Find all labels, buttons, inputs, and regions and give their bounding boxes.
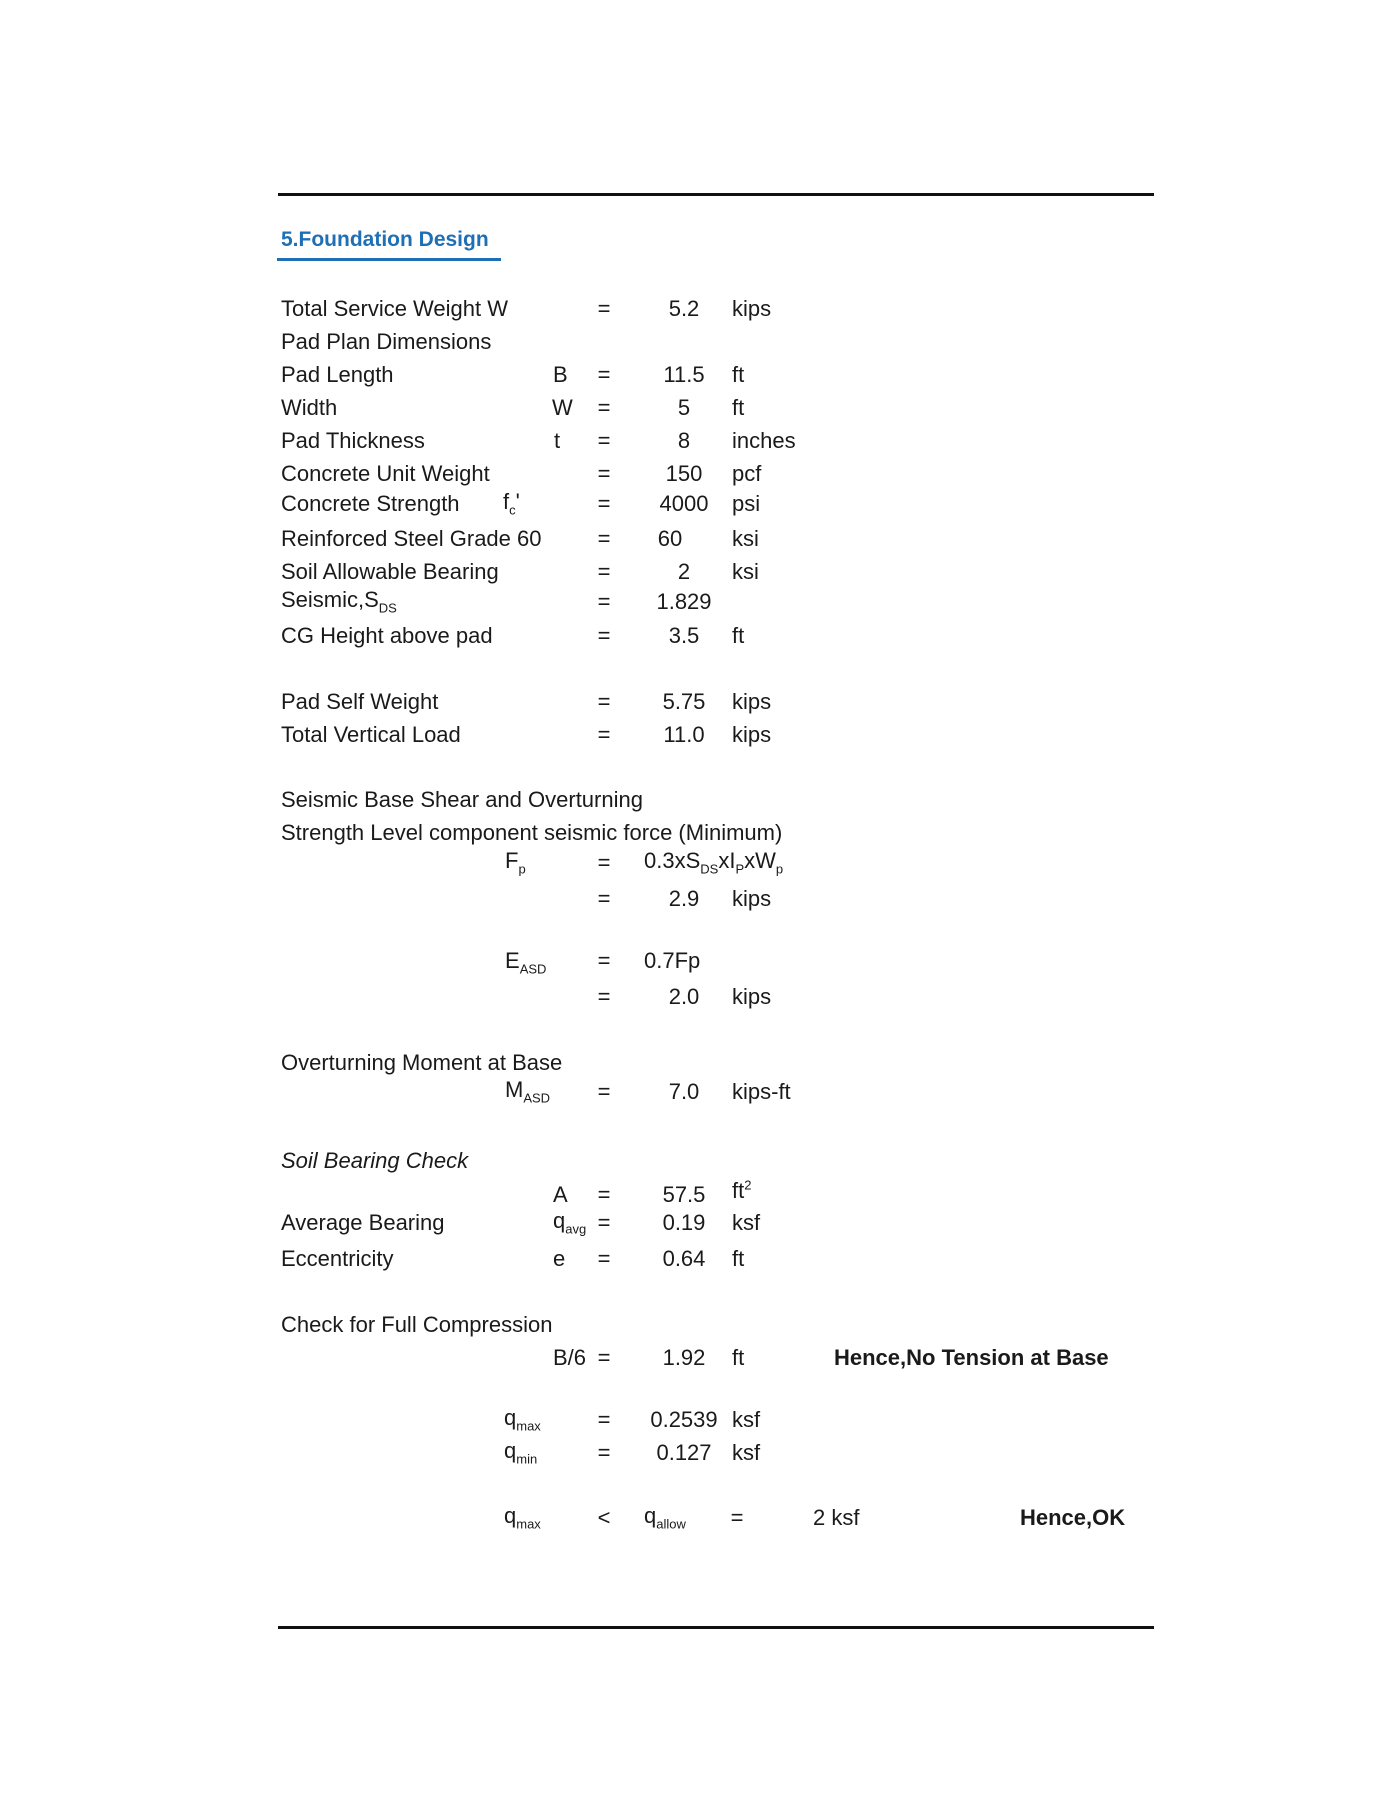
equals-sign: = [597, 589, 611, 614]
row-symbol: t [554, 428, 561, 453]
row-unit: ft [732, 623, 745, 648]
equals-sign: = [597, 428, 611, 453]
row-label: Pad Thickness [281, 428, 425, 453]
equals-sign: = [597, 623, 611, 648]
easd-symbol: $E_{ASD}$ [505, 948, 547, 977]
qmin-unit: ksf [732, 1440, 761, 1465]
row-unit: ft [732, 362, 745, 387]
concrete-strength-symbol: $f_c'$ [503, 489, 520, 518]
equals-sign: = [597, 722, 611, 747]
row-label: Soil Allowable Bearing [281, 559, 499, 584]
equals-sign: = [597, 948, 611, 973]
row-value: 5.2 [668, 296, 700, 321]
row-label: Pad Length [281, 362, 394, 387]
row-label: Concrete Unit Weight [281, 461, 490, 486]
seismic-title: Seismic Base Shear and Overturning [281, 787, 643, 812]
equals-sign: = [597, 461, 611, 486]
row-unit: kips [732, 689, 772, 714]
row-symbol: W [552, 395, 573, 420]
row-unit: pcf [732, 461, 762, 486]
seismic-subtitle: Strength Level component seismic force (Minimum) [281, 820, 783, 845]
section-heading: 5.Foundation Design [281, 228, 489, 251]
qavg-value: 0.19 [662, 1210, 706, 1235]
qavg-symbol: $q_{avg}$ [553, 1208, 587, 1237]
e-symbol: e [553, 1246, 566, 1271]
row-label: Concrete Strength [281, 491, 460, 516]
easd-value: 2.0 [668, 984, 700, 1009]
equals-sign: = [597, 1210, 611, 1235]
ok-result: Hence,OK [1020, 1505, 1126, 1530]
b6-symbol: B/6 [553, 1345, 587, 1370]
equals-sign: = [597, 1345, 611, 1370]
bearing-title: Soil Bearing Check [281, 1148, 469, 1173]
eccentricity-label: Eccentricity [281, 1246, 394, 1271]
equals-sign: = [597, 559, 611, 584]
masd-symbol: $M_{ASD}$ [505, 1077, 551, 1106]
row-value: 3.5 [668, 623, 700, 648]
row-value: 8 [677, 428, 691, 453]
row-unit: ft [732, 395, 745, 420]
overturning-title: Overturning Moment at Base [281, 1050, 563, 1075]
seismic-sds-label: $Seismic,S_{DS}$ [281, 587, 397, 616]
avg-bearing-label: Average Bearing [281, 1210, 445, 1235]
qmin-value: 0.127 [656, 1440, 712, 1465]
fp-unit: kips [732, 886, 772, 911]
row-value: 4000 [659, 491, 709, 516]
row-value: 5 [677, 395, 691, 420]
row-label: CG Height above pad [281, 623, 493, 648]
equals-sign: = [597, 362, 611, 387]
row-label: Width [281, 395, 338, 420]
equals-sign: = [597, 1079, 611, 1104]
equals-sign: = [597, 689, 611, 714]
equals-sign: = [597, 491, 611, 516]
row-value: 2 [677, 559, 691, 584]
row-label: Total Vertical Load [281, 722, 461, 747]
easd-formula: 0.7Fp [644, 948, 701, 973]
row-label: Total Service Weight W [281, 296, 509, 321]
row-unit: kips [732, 722, 772, 747]
equals-sign: = [597, 984, 611, 1009]
row-unit: ksi [732, 559, 759, 584]
equals-sign: = [597, 1182, 611, 1207]
final-qmax-symbol: $q_{max}$ [504, 1503, 541, 1532]
fp-formula: $0.3xS_{DS}xI_PxW_p$ [644, 848, 784, 877]
less-than-sign: < [597, 1505, 611, 1530]
qavg-unit: ksf [732, 1210, 761, 1235]
row-value: 150 [665, 461, 703, 486]
ecc-unit: ft [732, 1246, 745, 1271]
equals-sign: = [597, 886, 611, 911]
equals-sign: = [597, 1440, 611, 1465]
bottom-rule [278, 1626, 1154, 1629]
row-value: 11.5 [663, 362, 705, 387]
masd-value: 7.0 [668, 1079, 700, 1104]
equals-sign: = [597, 296, 611, 321]
top-rule [278, 193, 1154, 196]
allowable-value: 2 ksf [813, 1505, 860, 1530]
equals-sign: = [730, 1505, 744, 1530]
equals-sign: = [597, 526, 611, 551]
easd-unit: kips [732, 984, 772, 1009]
no-tension-result: Hence,No Tension at Base [834, 1345, 1109, 1370]
ecc-value: 0.64 [662, 1246, 706, 1271]
row-symbol: B [553, 362, 568, 387]
row-value: 11.0 [663, 722, 705, 747]
row-label: Pad Self Weight [281, 689, 439, 714]
qmax-value: 0.2539 [650, 1407, 718, 1432]
row-unit: psi [732, 491, 761, 516]
qmax-unit: ksf [732, 1407, 761, 1432]
b6-unit: ft [732, 1345, 745, 1370]
equals-sign: = [597, 1246, 611, 1271]
compression-title: Check for Full Compression [281, 1312, 553, 1337]
row-unit: inches [732, 428, 796, 453]
row-value: 60 [657, 526, 683, 551]
area-value: 57.5 [662, 1182, 706, 1207]
fp-symbol: $F_p$ [505, 848, 526, 877]
equals-sign: = [597, 395, 611, 420]
row-unit: kips [732, 296, 772, 321]
b6-value: 1.92 [662, 1345, 706, 1370]
qmin-symbol: $q_{min}$ [504, 1438, 538, 1467]
qmax-symbol: $q_{max}$ [504, 1405, 541, 1434]
row-label: Reinforced Steel Grade 60 [281, 526, 542, 551]
equals-sign: = [597, 1407, 611, 1432]
masd-unit: kips-ft [732, 1079, 791, 1104]
equals-sign: = [597, 850, 611, 875]
heading-underline [277, 258, 501, 261]
row-value: 1.829 [656, 589, 712, 614]
row-label: Pad Plan Dimensions [281, 329, 492, 354]
area-unit: $ft^2$ [732, 1177, 752, 1203]
area-symbol: A [553, 1182, 568, 1207]
row-unit: ksi [732, 526, 759, 551]
qallow-symbol: $q_{allow}$ [644, 1503, 686, 1532]
row-value: 5.75 [662, 689, 706, 714]
fp-value: 2.9 [668, 886, 700, 911]
